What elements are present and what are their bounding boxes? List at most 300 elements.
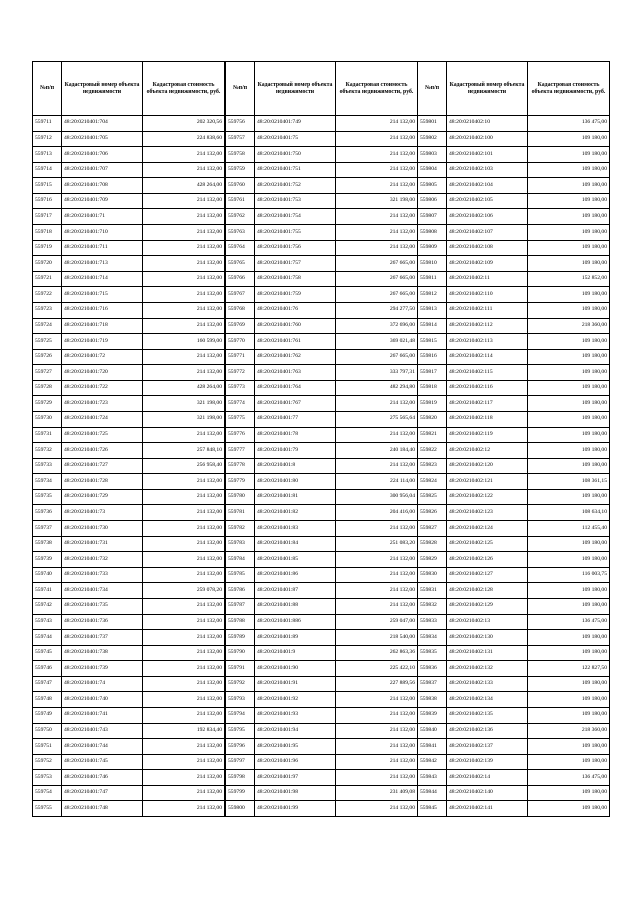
table-row: [226, 443, 418, 459]
cadastral-value: 122 827,50: [528, 661, 610, 677]
cadastral-number: 48:20:0210402:131: [447, 645, 528, 661]
cadastral-value: 321 198,00: [143, 396, 225, 412]
row-number: 559823: [418, 458, 447, 474]
cadastral-number: 48:20:0210402:127: [447, 567, 528, 583]
cadastral-value: 152 852,00: [528, 271, 610, 287]
cadastral-value: 251 083,20: [336, 536, 418, 552]
table-row: [418, 209, 610, 225]
row-number: 559713: [33, 147, 62, 163]
cadastral-value: 275 565,64: [336, 411, 418, 427]
row-number: 559842: [418, 754, 447, 770]
cadastral-value: 214 132,00: [336, 521, 418, 537]
table-row: [33, 489, 225, 505]
cadastral-value: 214 132,00: [143, 630, 225, 646]
cadastral-value: 109 180,00: [528, 707, 610, 723]
table-row: [33, 209, 225, 225]
cadastral-value: 214 132,00: [143, 754, 225, 770]
table-row: [33, 552, 225, 568]
row-number: 559796: [226, 739, 255, 755]
table-row: [33, 380, 225, 396]
row-number: 559786: [226, 583, 255, 599]
row-number: 559785: [226, 567, 255, 583]
registry-table-2: [225, 61, 418, 817]
cadastral-value: 214 132,00: [336, 754, 418, 770]
table-row: [418, 723, 610, 739]
table-row: [33, 770, 225, 786]
table-header: [33, 62, 225, 116]
cadastral-number: 48:20:0210402:108: [447, 240, 528, 256]
table-row: [33, 256, 225, 272]
cadastral-number: 48:20:0210401:79: [255, 443, 336, 459]
row-number: 559753: [33, 770, 62, 786]
cadastral-value: 214 132,00: [143, 162, 225, 178]
cadastral-number: 48:20:0210401:93: [255, 707, 336, 723]
row-number: 559822: [418, 443, 447, 459]
table-row: [418, 178, 610, 194]
cadastral-number: 48:20:0210402:10: [447, 116, 528, 132]
cadastral-value: 428 264,00: [143, 380, 225, 396]
table-row: [418, 287, 610, 303]
cadastral-number: 48:20:0210401:728: [62, 474, 143, 490]
cadastral-value: 160 599,00: [143, 334, 225, 350]
table-row: [418, 427, 610, 443]
cadastral-value: 214 132,00: [143, 739, 225, 755]
cadastral-number: 48:20:0210402:100: [447, 131, 528, 147]
row-number: 559774: [226, 396, 255, 412]
cadastral-number: 48:20:0210402:101: [447, 147, 528, 163]
cadastral-number: 48:20:0210402:110: [447, 287, 528, 303]
table-row: [418, 443, 610, 459]
cadastral-value: 214 132,00: [336, 427, 418, 443]
table-row: [33, 598, 225, 614]
row-number: 559724: [33, 318, 62, 334]
row-number: 559784: [226, 552, 255, 568]
row-number: 559807: [418, 209, 447, 225]
cadastral-number: 48:20:0210401:740: [62, 692, 143, 708]
cadastral-number: 48:20:0210401:743: [62, 723, 143, 739]
table-row: [33, 365, 225, 381]
table-row: [226, 536, 418, 552]
table-row: [418, 147, 610, 163]
cadastral-value: 214 132,00: [143, 505, 225, 521]
cadastral-value: 109 180,00: [528, 598, 610, 614]
cadastral-value: 214 132,00: [336, 801, 418, 817]
row-number: 559835: [418, 645, 447, 661]
cadastral-value: 109 180,00: [528, 302, 610, 318]
cadastral-value: 214 132,00: [143, 318, 225, 334]
cadastral-value: 214 132,00: [336, 131, 418, 147]
cadastral-value: 257 848,10: [143, 443, 225, 459]
row-number: 559761: [226, 193, 255, 209]
cadastral-number: 48:20:0210401:715: [62, 287, 143, 303]
row-number: 559803: [418, 147, 447, 163]
cadastral-value: 109 180,00: [528, 411, 610, 427]
row-number: 559756: [226, 116, 255, 132]
cadastral-number: 48:20:0210402:115: [447, 365, 528, 381]
table-header: [418, 62, 610, 116]
table-row: [226, 739, 418, 755]
table-row: [33, 630, 225, 646]
cadastral-number: 48:20:0210402:128: [447, 583, 528, 599]
row-number: 559727: [33, 365, 62, 381]
row-number: 559804: [418, 162, 447, 178]
cadastral-value: 256 958,40: [143, 458, 225, 474]
cadastral-value: 214 132,00: [143, 287, 225, 303]
table-row: [226, 302, 418, 318]
table-row: [33, 723, 225, 739]
row-number: 559791: [226, 661, 255, 677]
table-row: [226, 489, 418, 505]
table-row: [226, 178, 418, 194]
cadastral-value: 214 132,00: [336, 552, 418, 568]
cadastral-value: 259 047,00: [336, 614, 418, 630]
cadastral-number: 48:20:0210402:118: [447, 411, 528, 427]
row-number: 559755: [33, 801, 62, 817]
cadastral-value: 262 863,36: [336, 645, 418, 661]
cadastral-number: 48:20:0210401:730: [62, 521, 143, 537]
table-row: [226, 380, 418, 396]
row-number: 559745: [33, 645, 62, 661]
cadastral-value: 214 132,00: [143, 707, 225, 723]
table-row: [226, 661, 418, 677]
cadastral-number: 48:20:0210401:737: [62, 630, 143, 646]
row-number: 559728: [33, 380, 62, 396]
row-number: 559775: [226, 411, 255, 427]
cadastral-number: 48:20:0210401:718: [62, 318, 143, 334]
cadastral-value: 109 180,00: [528, 209, 610, 225]
cadastral-value: 267 665,00: [336, 271, 418, 287]
row-number: 559748: [33, 692, 62, 708]
cadastral-number: 48:20:0210402:116: [447, 380, 528, 396]
cadastral-number: 48:20:0210402:140: [447, 785, 528, 801]
cadastral-value: 214 132,00: [143, 785, 225, 801]
table-row: [418, 489, 610, 505]
header-cadastral-value: Кадастровая стоимость объекта недвижимости, руб.: [528, 62, 610, 116]
table-row: [33, 411, 225, 427]
cadastral-number: 48:20:0210401:746: [62, 770, 143, 786]
cadastral-value: 214 132,00: [336, 162, 418, 178]
row-number: 559845: [418, 801, 447, 817]
row-number: 559799: [226, 785, 255, 801]
cadastral-number: 48:20:0210401:726: [62, 443, 143, 459]
table-row: [226, 256, 418, 272]
cadastral-number: 48:20:0210401:706: [62, 147, 143, 163]
cadastral-value: 109 180,00: [528, 147, 610, 163]
row-number: 559827: [418, 521, 447, 537]
row-number: 559772: [226, 365, 255, 381]
cadastral-number: 48:20:0210401:97: [255, 770, 336, 786]
row-number: 559832: [418, 598, 447, 614]
row-number: 559771: [226, 349, 255, 365]
row-number: 559762: [226, 209, 255, 225]
cadastral-value: 214 132,00: [336, 240, 418, 256]
row-number: 559818: [418, 380, 447, 396]
cadastral-number: 48:20:0210402:119: [447, 427, 528, 443]
table-row: [33, 801, 225, 817]
table-row: [33, 334, 225, 350]
cadastral-number: 48:20:0210401:752: [255, 178, 336, 194]
row-number: 559711: [33, 116, 62, 132]
cadastral-number: 48:20:0210402:111: [447, 302, 528, 318]
table-row: [33, 536, 225, 552]
cadastral-value: 109 180,00: [528, 240, 610, 256]
row-number: 559726: [33, 349, 62, 365]
cadastral-number: 48:20:0210401:744: [62, 739, 143, 755]
table-row: [226, 116, 418, 132]
row-number: 559808: [418, 225, 447, 241]
row-number: 559830: [418, 567, 447, 583]
table-row: [418, 240, 610, 256]
row-number: 559837: [418, 676, 447, 692]
cadastral-number: 48:20:0210401:9: [255, 645, 336, 661]
table-row: [418, 193, 610, 209]
table-row: [418, 630, 610, 646]
cadastral-value: 112 455,40: [528, 521, 610, 537]
row-number: 559838: [418, 692, 447, 708]
header-cadastral-number: Кадастровый номер объекта недвижимости: [62, 62, 143, 116]
row-number: 559817: [418, 365, 447, 381]
row-number: 559794: [226, 707, 255, 723]
table-row: [418, 256, 610, 272]
header-cadastral-number: Кадастровый номер объекта недвижимости: [447, 62, 528, 116]
row-number: 559789: [226, 630, 255, 646]
table-row: [33, 661, 225, 677]
table-row: [418, 474, 610, 490]
table-header: [226, 62, 418, 116]
cadastral-number: 48:20:0210401:732: [62, 552, 143, 568]
cadastral-number: 48:20:0210401:749: [255, 116, 336, 132]
cadastral-number: 48:20:0210401:76: [255, 302, 336, 318]
cadastral-value: 214 132,00: [143, 349, 225, 365]
table-row: [226, 209, 418, 225]
cadastral-value: 109 180,00: [528, 427, 610, 443]
cadastral-value: 214 132,00: [143, 536, 225, 552]
table-row: [33, 458, 225, 474]
row-number: 559844: [418, 785, 447, 801]
row-number: 559720: [33, 256, 62, 272]
cadastral-value: 192 834,40: [143, 723, 225, 739]
table-row: [418, 567, 610, 583]
cadastral-number: 48:20:0210401:762: [255, 349, 336, 365]
row-number: 559777: [226, 443, 255, 459]
cadastral-value: 109 180,00: [528, 630, 610, 646]
cadastral-value: 214 132,00: [143, 489, 225, 505]
table-row: [33, 116, 225, 132]
cadastral-number: 48:20:0210401:727: [62, 458, 143, 474]
row-number: 559815: [418, 334, 447, 350]
row-number: 559841: [418, 739, 447, 755]
cadastral-number: 48:20:0210401:709: [62, 193, 143, 209]
cadastral-value: 214 132,00: [143, 427, 225, 443]
registry-table-1: [32, 61, 225, 817]
cadastral-value: 214 132,00: [143, 676, 225, 692]
row-number: 559764: [226, 240, 255, 256]
table-row: [418, 334, 610, 350]
cadastral-number: 48:20:0210402:141: [447, 801, 528, 817]
cadastral-value: 204 416,00: [336, 505, 418, 521]
table-row: [33, 692, 225, 708]
table-body: [418, 116, 610, 817]
cadastral-number: 48:20:0210401:89: [255, 630, 336, 646]
cadastral-value: 231 409,08: [336, 785, 418, 801]
row-number: 559750: [33, 723, 62, 739]
cadastral-number: 48:20:0210402:124: [447, 521, 528, 537]
table-row: [418, 396, 610, 412]
table-row: [418, 365, 610, 381]
table-row: [33, 162, 225, 178]
row-number: 559770: [226, 334, 255, 350]
row-number: 559824: [418, 474, 447, 490]
cadastral-number: 48:20:0210401:82: [255, 505, 336, 521]
table-row: [226, 614, 418, 630]
row-number: 559792: [226, 676, 255, 692]
table-row: [33, 318, 225, 334]
row-number: 559790: [226, 645, 255, 661]
header-number: №п/п: [418, 62, 447, 116]
row-number: 559757: [226, 131, 255, 147]
row-number: 559813: [418, 302, 447, 318]
cadastral-number: 48:20:0210402:13: [447, 614, 528, 630]
cadastral-number: 48:20:0210401:720: [62, 365, 143, 381]
row-number: 559732: [33, 443, 62, 459]
row-number: 559763: [226, 225, 255, 241]
cadastral-number: 48:20:0210401:734: [62, 583, 143, 599]
row-number: 559828: [418, 536, 447, 552]
table-row: [418, 536, 610, 552]
row-number: 559798: [226, 770, 255, 786]
cadastral-value: 214 132,00: [336, 396, 418, 412]
cadastral-number: 48:20:0210401:748: [62, 801, 143, 817]
row-number: 559797: [226, 754, 255, 770]
table-row: [418, 380, 610, 396]
table-row: [226, 147, 418, 163]
row-number: 559733: [33, 458, 62, 474]
row-number: 559821: [418, 427, 447, 443]
cadastral-number: 48:20:0210401:731: [62, 536, 143, 552]
cadastral-number: 48:20:0210401:98: [255, 785, 336, 801]
cadastral-value: 227 889,56: [336, 676, 418, 692]
cadastral-value: 109 180,00: [528, 489, 610, 505]
cadastral-number: 48:20:0210401:710: [62, 225, 143, 241]
cadastral-value: 372 696,00: [336, 318, 418, 334]
table-row: [418, 598, 610, 614]
cadastral-value: 240 184,40: [336, 443, 418, 459]
cadastral-value: 224 114,00: [336, 474, 418, 490]
table-row: [418, 770, 610, 786]
cadastral-number: 48:20:0210402:109: [447, 256, 528, 272]
row-number: 559825: [418, 489, 447, 505]
cadastral-value: 214 132,00: [336, 598, 418, 614]
table-row: [226, 365, 418, 381]
table-row: [226, 567, 418, 583]
row-number: 559735: [33, 489, 62, 505]
table-row: [226, 318, 418, 334]
cadastral-value: 109 180,00: [528, 458, 610, 474]
cadastral-value: 214 132,00: [143, 770, 225, 786]
table-body: [226, 116, 418, 817]
table-row: [418, 676, 610, 692]
cadastral-value: 109 180,00: [528, 349, 610, 365]
row-number: 559721: [33, 271, 62, 287]
row-number: 559744: [33, 630, 62, 646]
table-row: [33, 707, 225, 723]
table-row: [226, 801, 418, 817]
cadastral-value: 109 180,00: [528, 193, 610, 209]
cadastral-value: 202 320,56: [143, 116, 225, 132]
row-number: 559751: [33, 739, 62, 755]
table-row: [33, 583, 225, 599]
cadastral-number: 48:20:0210401:758: [255, 271, 336, 287]
row-number: 559776: [226, 427, 255, 443]
cadastral-value: 218 540,00: [336, 630, 418, 646]
row-number: 559816: [418, 349, 447, 365]
table-row: [418, 302, 610, 318]
row-number: 559800: [226, 801, 255, 817]
cadastral-number: 48:20:0210402:122: [447, 489, 528, 505]
cadastral-value: 109 180,00: [528, 645, 610, 661]
cadastral-number: 48:20:0210401:80: [255, 474, 336, 490]
table-row: [418, 505, 610, 521]
row-number: 559740: [33, 567, 62, 583]
table-row: [226, 598, 418, 614]
table-row: [33, 614, 225, 630]
cadastral-number: 48:20:0210401:708: [62, 178, 143, 194]
table-row: [418, 349, 610, 365]
table-row: [226, 505, 418, 521]
table-row: [33, 645, 225, 661]
cadastral-number: 48:20:0210401:83: [255, 521, 336, 537]
row-number: 559722: [33, 287, 62, 303]
row-number: 559839: [418, 707, 447, 723]
header-cadastral-value: Кадастровая стоимость объекта недвижимости, руб.: [143, 62, 225, 116]
cadastral-number: 48:20:0210402:126: [447, 552, 528, 568]
table-row: [33, 396, 225, 412]
row-number: 559730: [33, 411, 62, 427]
cadastral-number: 48:20:0210401:94: [255, 723, 336, 739]
row-number: 559738: [33, 536, 62, 552]
cadastral-value: 294 277,50: [336, 302, 418, 318]
cadastral-value: 214 132,00: [336, 209, 418, 225]
cadastral-number: 48:20:0210401:88: [255, 598, 336, 614]
cadastral-value: 214 132,00: [336, 723, 418, 739]
cadastral-value: 109 180,00: [528, 739, 610, 755]
table-row: [226, 287, 418, 303]
cadastral-value: 259 078,20: [143, 583, 225, 599]
cadastral-number: 48:20:0210401:91: [255, 676, 336, 692]
row-number: 559819: [418, 396, 447, 412]
table-row: [418, 661, 610, 677]
cadastral-value: 300 956,04: [336, 489, 418, 505]
cadastral-value: 214 132,00: [143, 474, 225, 490]
cadastral-value: 109 180,00: [528, 365, 610, 381]
cadastral-value: 136 475,00: [528, 116, 610, 132]
cadastral-number: 48:20:0210402:123: [447, 505, 528, 521]
cadastral-number: 48:20:0210401:711: [62, 240, 143, 256]
cadastral-value: 214 132,00: [336, 770, 418, 786]
cadastral-value: 214 132,00: [143, 271, 225, 287]
cadastral-value: 109 180,00: [528, 785, 610, 801]
cadastral-value: 109 180,00: [528, 225, 610, 241]
table-row: [226, 521, 418, 537]
row-number: 559810: [418, 256, 447, 272]
cadastral-value: 214 132,00: [336, 692, 418, 708]
cadastral-number: 48:20:0210401:760: [255, 318, 336, 334]
row-number: 559746: [33, 661, 62, 677]
cadastral-number: 48:20:0210402:117: [447, 396, 528, 412]
cadastral-number: 48:20:0210401:713: [62, 256, 143, 272]
cadastral-number: 48:20:0210401:745: [62, 754, 143, 770]
table-row: [226, 131, 418, 147]
